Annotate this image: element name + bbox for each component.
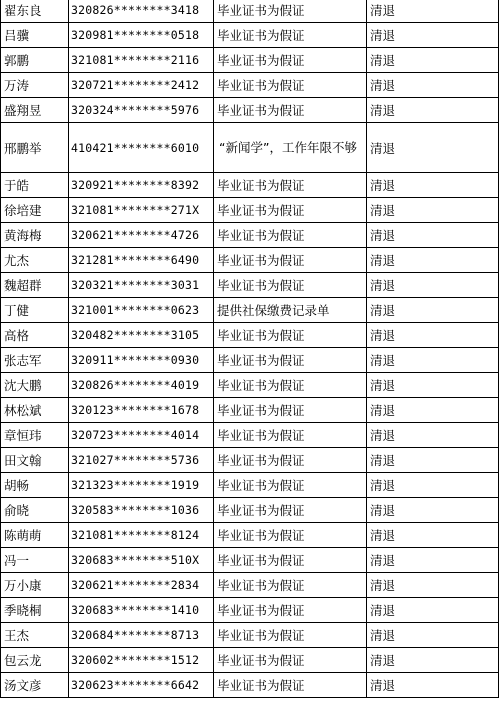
result-cell: 清退	[367, 223, 499, 248]
id-number-cell: 321281********6490	[69, 248, 214, 273]
name-cell: 包云龙	[1, 648, 69, 673]
name-cell: 陈萌萌	[1, 523, 69, 548]
name-cell: 冯一	[1, 548, 69, 573]
name-cell: 徐培建	[1, 198, 69, 223]
name-cell: 黄海梅	[1, 223, 69, 248]
table-row	[1, 98, 499, 123]
id-number-cell: 320684********8713	[69, 623, 214, 648]
table-row	[1, 298, 499, 323]
result-cell: 清退	[367, 573, 499, 598]
reason-cell: 毕业证书为假证	[214, 348, 367, 373]
result-cell: 清退	[367, 498, 499, 523]
id-number-cell: 321081********2116	[69, 48, 214, 73]
table-row	[1, 548, 499, 573]
reason-cell: 毕业证书为假证	[214, 648, 367, 673]
id-number-cell: 321001********0623	[69, 298, 214, 323]
name-cell: 盛翔昱	[1, 98, 69, 123]
table-body	[1, 0, 499, 698]
table-row	[1, 498, 499, 523]
result-cell: 清退	[367, 23, 499, 48]
id-number-cell: 410421********6010	[69, 123, 214, 173]
name-cell: 尤杰	[1, 248, 69, 273]
id-number-cell: 321081********271X	[69, 198, 214, 223]
name-cell: 沈大鹏	[1, 373, 69, 398]
id-number-cell: 320683********510X	[69, 548, 214, 573]
id-number-cell: 320583********1036	[69, 498, 214, 523]
table-row	[1, 198, 499, 223]
table-row	[1, 423, 499, 448]
table-row	[1, 448, 499, 473]
reason-cell: “新闻学”，工作年限不够	[214, 123, 367, 173]
id-number-cell: 320721********2412	[69, 73, 214, 98]
result-cell: 清退	[367, 198, 499, 223]
table-row	[1, 273, 499, 298]
name-cell: 郭鹏	[1, 48, 69, 73]
name-cell: 林松斌	[1, 398, 69, 423]
table-row	[1, 673, 499, 698]
reason-cell: 毕业证书为假证	[214, 423, 367, 448]
reason-cell: 毕业证书为假证	[214, 173, 367, 198]
id-number-cell: 320324********5976	[69, 98, 214, 123]
reason-cell: 毕业证书为假证	[214, 673, 367, 698]
reason-cell: 毕业证书为假证	[214, 373, 367, 398]
reason-cell: 毕业证书为假证	[214, 498, 367, 523]
result-cell: 清退	[367, 373, 499, 398]
result-cell: 清退	[367, 473, 499, 498]
table-row	[1, 473, 499, 498]
name-cell: 于皓	[1, 173, 69, 198]
result-cell: 清退	[367, 673, 499, 698]
name-cell: 魏超群	[1, 273, 69, 298]
reason-cell: 毕业证书为假证	[214, 73, 367, 98]
name-cell: 翟东良	[1, 0, 69, 23]
table-row	[1, 573, 499, 598]
id-number-cell: 320911********0930	[69, 348, 214, 373]
reason-cell: 毕业证书为假证	[214, 473, 367, 498]
result-cell: 清退	[367, 298, 499, 323]
table-row	[1, 523, 499, 548]
result-cell: 清退	[367, 323, 499, 348]
result-cell: 清退	[367, 248, 499, 273]
name-cell: 张志军	[1, 348, 69, 373]
table-row	[1, 73, 499, 98]
result-cell: 清退	[367, 73, 499, 98]
table-row	[1, 323, 499, 348]
result-cell: 清退	[367, 448, 499, 473]
reason-cell: 毕业证书为假证	[214, 623, 367, 648]
name-cell: 万小康	[1, 573, 69, 598]
id-number-cell: 320623********6642	[69, 673, 214, 698]
result-cell: 清退	[367, 48, 499, 73]
reason-cell: 提供社保缴费记录单	[214, 298, 367, 323]
id-number-cell: 321323********1919	[69, 473, 214, 498]
id-number-cell: 320482********3105	[69, 323, 214, 348]
id-number-cell: 320826********4019	[69, 373, 214, 398]
table-row	[1, 373, 499, 398]
reason-cell: 毕业证书为假证	[214, 248, 367, 273]
reason-cell: 毕业证书为假证	[214, 198, 367, 223]
name-cell: 章恒玮	[1, 423, 69, 448]
id-number-cell: 320321********3031	[69, 273, 214, 298]
table-row	[1, 598, 499, 623]
id-number-cell: 320723********4014	[69, 423, 214, 448]
reason-cell: 毕业证书为假证	[214, 273, 367, 298]
result-cell: 清退	[367, 273, 499, 298]
reason-cell: 毕业证书为假证	[214, 0, 367, 23]
reason-cell: 毕业证书为假证	[214, 23, 367, 48]
name-cell: 俞晓	[1, 498, 69, 523]
table-row	[1, 648, 499, 673]
result-cell: 清退	[367, 98, 499, 123]
table-row	[1, 173, 499, 198]
id-number-cell: 320621********2834	[69, 573, 214, 598]
id-number-cell: 320921********8392	[69, 173, 214, 198]
table-row	[1, 48, 499, 73]
table-row	[1, 623, 499, 648]
reason-cell: 毕业证书为假证	[214, 398, 367, 423]
reason-cell: 毕业证书为假证	[214, 448, 367, 473]
id-number-cell: 320602********1512	[69, 648, 214, 673]
name-cell: 万涛	[1, 73, 69, 98]
result-cell: 清退	[367, 173, 499, 198]
result-cell: 清退	[367, 423, 499, 448]
id-number-cell: 320683********1410	[69, 598, 214, 623]
name-cell: 胡畅	[1, 473, 69, 498]
reason-cell: 毕业证书为假证	[214, 598, 367, 623]
table-row	[1, 123, 499, 173]
name-cell: 丁健	[1, 298, 69, 323]
result-cell: 清退	[367, 598, 499, 623]
table-row	[1, 0, 499, 23]
result-cell: 清退	[367, 0, 499, 23]
result-cell: 清退	[367, 523, 499, 548]
result-cell: 清退	[367, 623, 499, 648]
result-cell: 清退	[367, 398, 499, 423]
reason-cell: 毕业证书为假证	[214, 98, 367, 123]
table-row	[1, 23, 499, 48]
reason-cell: 毕业证书为假证	[214, 223, 367, 248]
result-cell: 清退	[367, 123, 499, 173]
result-cell: 清退	[367, 648, 499, 673]
id-number-cell: 321081********8124	[69, 523, 214, 548]
name-cell: 汤文彦	[1, 673, 69, 698]
id-number-cell: 320621********4726	[69, 223, 214, 248]
name-cell: 吕骥	[1, 23, 69, 48]
result-cell: 清退	[367, 348, 499, 373]
name-cell: 田文翰	[1, 448, 69, 473]
name-cell: 高格	[1, 323, 69, 348]
result-cell: 清退	[367, 548, 499, 573]
reason-cell: 毕业证书为假证	[214, 523, 367, 548]
table-row	[1, 398, 499, 423]
reason-cell: 毕业证书为假证	[214, 548, 367, 573]
id-number-cell: 320123********1678	[69, 398, 214, 423]
id-number-cell: 320981********0518	[69, 23, 214, 48]
reason-cell: 毕业证书为假证	[214, 323, 367, 348]
reason-cell: 毕业证书为假证	[214, 48, 367, 73]
name-cell: 王杰	[1, 623, 69, 648]
table-row	[1, 348, 499, 373]
id-number-cell: 321027********5736	[69, 448, 214, 473]
table-row	[1, 223, 499, 248]
name-cell: 邢鹏举	[1, 123, 69, 173]
reason-cell: 毕业证书为假证	[214, 573, 367, 598]
id-number-cell: 320826********3418	[69, 0, 214, 23]
name-cell: 季晓桐	[1, 598, 69, 623]
table-row	[1, 248, 499, 273]
